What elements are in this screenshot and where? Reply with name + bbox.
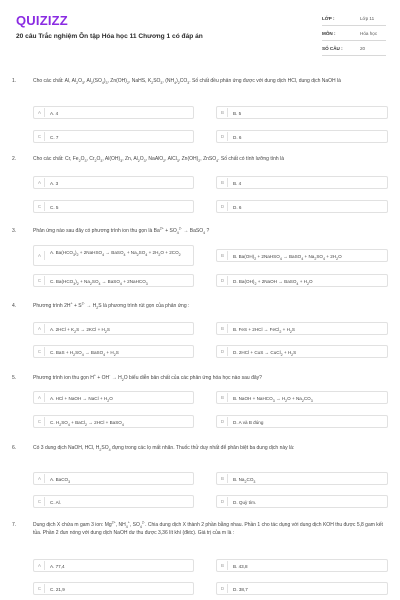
meta-value: Lớp 11	[360, 16, 375, 21]
option-text: B. NaOH + NaHCO$_3$ → $H_2O + Na_2CO_3$	[233, 396, 313, 403]
option-letter: D	[218, 202, 228, 211]
option-a[interactable]	[33, 106, 194, 119]
option-c[interactable]	[33, 274, 194, 287]
option-a[interactable]	[33, 322, 194, 335]
option-a[interactable]	[33, 559, 194, 572]
option-b[interactable]	[216, 106, 388, 119]
option-letter: C	[35, 132, 45, 141]
meta-value: Hóa học	[360, 31, 378, 36]
question-number: 7.	[12, 522, 17, 528]
question-number: 6.	[12, 445, 17, 451]
option-text: B. FeS + 2HCl → FeCl$_2$ + $H_2S$	[233, 327, 295, 334]
question-text: Phương trình ion thu gọn $H^+ + OH^- \to H_2O$ biểu diễn bản chất của các phản ứng hóa học nào sau đây?	[33, 373, 262, 382]
option-text: C. 7	[50, 135, 59, 140]
option-letter: B	[218, 178, 228, 187]
option-d[interactable]	[216, 274, 388, 287]
question-number: 1.	[12, 78, 17, 84]
option-b[interactable]	[216, 472, 388, 485]
option-text: D. 2HCl + CuS → CuCl$_2$ + $H_2S$	[233, 350, 297, 357]
option-letter: D	[218, 417, 228, 426]
option-letter: B	[218, 474, 228, 483]
option-letter: D	[218, 347, 228, 356]
option-text: B. $Na_2CO_3$	[233, 477, 256, 484]
option-text: A. 3	[50, 181, 59, 186]
question-number: 3.	[12, 228, 17, 234]
option-text: B. 5	[233, 111, 242, 116]
meta-key: MÔN :	[322, 31, 336, 36]
option-a[interactable]	[33, 176, 194, 189]
option-b[interactable]	[216, 249, 388, 262]
option-text: B. 4	[233, 181, 242, 186]
option-letter: C	[35, 584, 45, 593]
question-text: Phương trình $2H^+ + S^{2-} \to H_2S$ là phương trình rút gọn của phản ứng :	[33, 301, 190, 310]
option-c[interactable]	[33, 130, 194, 143]
option-c[interactable]	[33, 345, 194, 358]
option-text: D. 6	[233, 205, 242, 210]
question-text: Cho các chất: Al, $Al_2O_3$, $Al_2(SO_4)_3$, $Zn(OH)_2$, NaHS, $K_2SO_3$, $(NH_4)_2CO_3$. Số chất đều phản ứng được với dung dịch HCl, dung dịch NaOH là	[33, 78, 341, 85]
option-c[interactable]	[33, 582, 194, 595]
option-b[interactable]	[216, 559, 388, 572]
option-letter: B	[218, 108, 228, 117]
option-a[interactable]	[33, 391, 194, 404]
option-text: A. BaCO$_3$	[50, 477, 71, 484]
option-text: D. 6	[233, 135, 242, 140]
option-text: A. $2HCl + K_2S \to 2KCl + H_2S$	[50, 327, 110, 334]
option-d[interactable]	[216, 582, 388, 595]
option-d[interactable]	[216, 415, 388, 428]
page-header	[0, 0, 400, 68]
option-text: D. $Ba(OH)_2$ + 2NaOH → BaSO$_4$ + $H_2O$	[233, 279, 313, 286]
option-text: A. 4	[50, 111, 59, 116]
option-b[interactable]	[216, 322, 388, 335]
option-c[interactable]	[33, 415, 194, 428]
option-text: C. 21,9	[50, 587, 65, 592]
option-letter: A	[35, 178, 45, 187]
option-text: B. $Ba(OH)_2$ + 2NaHSO$_4$ → BaSO$_4$ + $Na_2SO_4 + 2H_2O$	[233, 254, 342, 261]
option-text: A. $Ba(HCO_3)_2$ + 2NaHSO$_4$ → BaSO$_4$ + $Na_2SO_4 + 2H_2O + 2CO_2$	[50, 250, 181, 257]
option-text: C. BaS + $H_2SO_4$ → BaSO$_4$ + $H_2S$	[50, 350, 119, 357]
option-a[interactable]	[33, 472, 194, 485]
option-text: D. 38,7	[233, 587, 248, 592]
option-c[interactable]	[33, 495, 194, 508]
option-letter: D	[218, 584, 228, 593]
option-letter: B	[218, 251, 228, 260]
option-b[interactable]	[216, 391, 388, 404]
option-text: C. 5	[50, 205, 59, 210]
option-b[interactable]	[216, 176, 388, 189]
option-letter: A	[35, 393, 45, 402]
question-text: Có 3 dung dịch NaOH, HCl, $H_2SO_4$ đựng trong các lọ mất nhãn. Thuốc thử duy nhất để phân biệt ba dung dịch này là:	[33, 445, 295, 452]
option-letter: C	[35, 347, 45, 356]
option-d[interactable]	[216, 130, 388, 143]
question-text: Phản ứng nào sau đây có phương trình ion thu gọn là $Ba^{2+} + SO_4^{2-}$ → BaSO$_4$ ?	[33, 226, 210, 235]
option-text: C. $H_2SO_4$ + BaCl$_2$ → 2HCl + BaSO$_4$	[50, 420, 124, 427]
option-letter: B	[218, 324, 228, 333]
option-d[interactable]	[216, 200, 388, 213]
question-number: 5.	[12, 375, 17, 381]
option-letter: D	[218, 132, 228, 141]
question-number: 4.	[12, 303, 17, 309]
question-text: Cho các chất: Cr, $Fe_2O_3$, $Cr_2O_3$, $Al(OH)_3$, Zn, $Al_2O_3$, NaAlO$_2$, AlCl$_3$, $Zn(OH)_2$, ZnSO$_4$. Số chất có tính lưỡng tính là	[33, 156, 284, 163]
option-letter: C	[35, 202, 45, 211]
option-text: C. $Ba(HCO_3)_2 + Na_2SO_4$ → BaSO$_4$ + 2NaHCO$_3$	[50, 279, 148, 286]
meta-divider	[322, 25, 386, 26]
option-d[interactable]	[216, 345, 388, 358]
option-a[interactable]	[33, 245, 194, 266]
quizizz-logo: QUIZIZZ	[16, 13, 68, 28]
option-letter: A	[35, 561, 45, 570]
option-letter: C	[35, 417, 45, 426]
option-text: C. Al.	[50, 500, 61, 505]
meta-divider	[322, 55, 386, 56]
question-text: Dung dịch X chứa m gam 3 ion: $Mg^{2+}$, $NH_4^+$, $SO_4^{2-}$. Chia dung dịch X thành 2 phần bằng nhau. Phần 1 cho tác dụng với dung dịch KOH thu được 5,8 gam kết tủa. Phần 2 đun nóng với dung dịch NaOH dư thu được 3,36 lít khí (đktc). Giá trị của m là :	[33, 520, 383, 536]
option-text: A. HCl + NaOH → NaCl + $H_2O$	[50, 396, 113, 403]
option-text: B. 43,8	[233, 564, 248, 569]
question-number: 2.	[12, 156, 17, 162]
option-letter: C	[35, 497, 45, 506]
option-letter: B	[218, 393, 228, 402]
option-letter: A	[35, 251, 45, 260]
option-letter: D	[218, 276, 228, 285]
option-text: D. A và B đúng	[233, 420, 264, 425]
meta-divider	[322, 40, 386, 41]
meta-value: 20	[360, 46, 366, 51]
option-letter: A	[35, 474, 45, 483]
option-letter: C	[35, 276, 45, 285]
option-text: A. 77,4	[50, 564, 65, 569]
option-letter: A	[35, 324, 45, 333]
option-letter: B	[218, 561, 228, 570]
option-c[interactable]	[33, 200, 194, 213]
option-letter: A	[35, 108, 45, 117]
page-title: 20 câu Trắc nghiệm Ôn tập Hóa học 11 Chương 1 có đáp án	[16, 33, 203, 40]
meta-key: LỚP :	[322, 16, 335, 21]
option-d[interactable]	[216, 495, 388, 508]
meta-key: SỐ CÂU :	[322, 46, 343, 51]
option-letter: D	[218, 497, 228, 506]
option-text: D. Quỳ tím.	[233, 500, 257, 505]
